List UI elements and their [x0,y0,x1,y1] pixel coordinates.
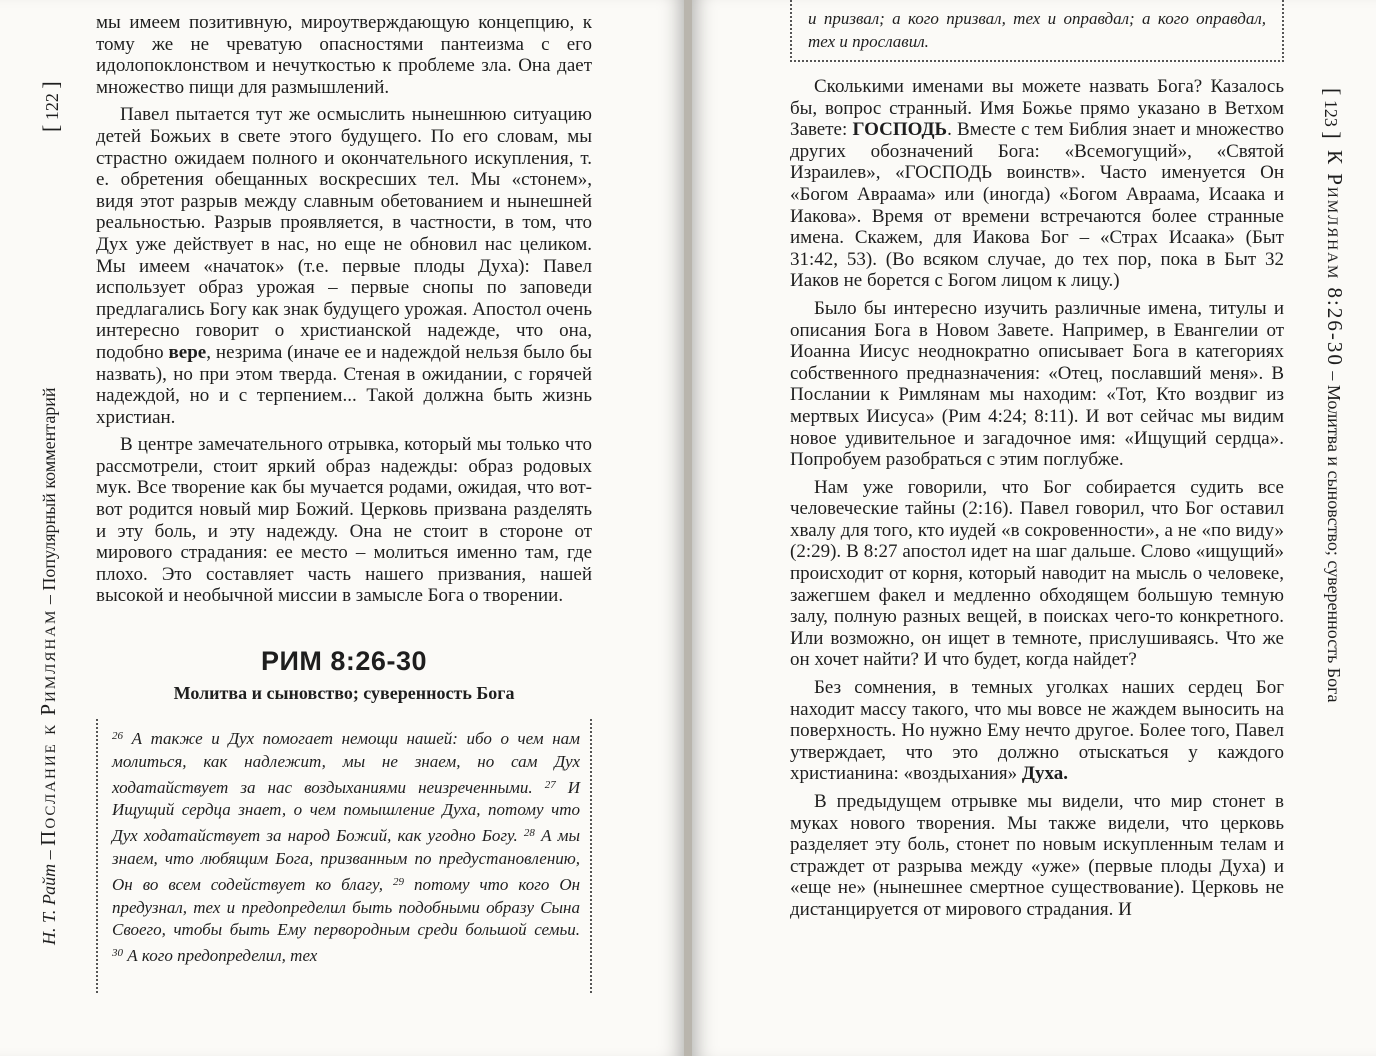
paragraph: В центре замечательного отрывка, который мы только что рассмотрели, стоит яркий образ надежды: образ родовых мук. Все творение как бы мучается родами, ожидая, что вот-вот родится новый мир Божий. Церковь призвана разделять и эту боль, и эту надежду. Она не стоит в стороне от мирового страдания: ее место – молиться именно там, где плохо. Это составляет часть нашего призвания, нашей высокой и необычной миссии в замысле Бога о творении. [96,434,592,607]
right-text-column [790,76,1284,921]
scripture-continuation: и призвал; а кого призвал, тех и оправдал; а кого оправдал, тех и прославил. [790,0,1284,62]
section-subtitle: Молитва и сыновство; суверенность Бога [173,683,515,704]
book-gutter [684,0,692,1056]
left-page [0,0,684,1056]
paragraph: В предыдущем отрывке мы видели, что мир стонет в муках нового творения. Мы также видели, что церковь разделяет эту боль, стонет по новым искупленным телам и страждет от разрыва между «уже» (первые плоды Духа) и «еще не» (нынешнее смертное существование). Церковь не дистанцируется от мирового страдания. И [790,791,1284,920]
paragraph: Было бы интересно изучить различные имена, титулы и описания Бога в Новом Завете. Например, в Евангелии от Иоанна Иисус неоднократно описывает Бога в категориях собственного предназначения: «Отец, пославший меня». В Послании к Римлянам мы находим: «Тот, Кто воздвиг из мертвых Иисуса» (Рим 4:24; 8:11). И вот сейчас мы видим новое удивительное и загадочное имя: «Ищущий сердца». Попробуем разобраться с этим поглубже. [790,297,1284,471]
paragraph: Нам уже говорили, что Бог собирается судить все человеческие тайны (2:16). Павел говорил, что Бог оставил хвалу для того, кто иудей «в сокровенности», а не «по виду» (2:29). В 8:27 апостол идет на шаг дальше. Слово «ищущий» происходит от корня, который наводит на мысль о человеке, зажегшем факел и медленно обходящем большую темную залу, полную разных вещей, в поисках чего-то конкретного. Или возможно, он ищет в темноте, прислушиваясь. Что же он хочет найти? И что будет, когда найдет? [790,476,1284,671]
paragraph: Без сомнения, в темных уголках наших сердец Бог находит массу такого, что мы вовсе не жаждем выносить на поверхность. Но нужно Ему нечто другое. Более того, Павел утверждает, что это должно отыскаться у каждого христианина: «воздыхания» Духа. [790,677,1284,785]
running-head-left: Н. Т. Райт – Послание к Римлянам – Популярный комментарий [36,387,60,945]
page-number-left: [ 122 ] [38,81,63,132]
paragraph: Павел пытается тут же осмыслить нынешнюю ситуацию детей Божьих в свете этого будущего. По его словам, мы страстно ожидаем полного и окончательного искупления, т. е. обретения обещанных воскресших тел. Мы «стонем», видя этот разрыв между славным обетованием и нынешней реальностью. Разрыв проявляется, в частности, в том, что Дух уже действует в нас, но еще не обновил нас целиком. Мы имеем «начаток» (т.е. первые плоды Духа): Павел использует образ урожая – первые снопы по заповеди предлагались Богу как знак будущего урожая. Апостол очень интересно говорит о христианской надежде, что она, подобно вере, незрима (иначе ее и надеждой нельзя было бы назвать), но при этом тверда. Стеная в ожидании, с горячей надеждой, но и с терпением... Такой должна быть жизнь христиан. [96,104,592,428]
left-text-column [96,12,592,993]
running-head-right: К Римлянам 8:26-30 – Молитва и сыновство; суверенность Бога [1323,150,1347,703]
right-page [692,0,1376,1056]
scripture-box: $^{26}$ А также и Дух помогает немощи нашей: ибо о чем нам молиться, как надлежит, мы не знаем, но сам Дух ходатайствует за нас воздыханиями неизреченными. $^{27}$ И Ищущий сердца знает, о чем помышление Духа, потому что Дух ходатайствует за народ Божий, как угодно Богу. $^{28}$ А мы знаем, что любящим Бога, призванным по предустановлению, Он во всем содействует ко благу, $^{29}$ потому что кого Он предузнал, тех и предопределил быть подобными образу Сына Своего, чтобы быть Ему первородным среди большой семьи. $^{30}$ А кого предопределил, тех [96,719,592,993]
paragraph: Сколькими именами вы можете назвать Бога? Казалось бы, вопрос странный. Имя Божье прямо указано в Ветхом Завете: ГОСПОДЬ. Вместе с тем Библия знает и множество других обозначений Бога: «Всемогущий», «Святой Израилев», «ГОСПОДЬ воинств». Часто именуется Он «Богом Авраама» или (иногда) «Богом Авраама, Исаака и Иакова». Время от времени встречаются более странные имена. Скажем, для Иакова Бог – «Страх Исаака» (Быт 31:42, 53). (Во всяком случае, до тех пор, пока в Быт 32 Иаков не борется с Богом лицом к лицу.) [790,76,1285,292]
paragraph: мы имеем позитивную, мироутверждающую концепцию, к тому же не чреватую опасностями пантеизма с его идолопоклонством и нечуткостью к проблеме зла. Она дает множество пищи для размышлений. [96,12,592,98]
section-title: РИМ 8:26-30 [261,646,427,677]
page-number-right: [ 123 ] [1320,88,1345,139]
